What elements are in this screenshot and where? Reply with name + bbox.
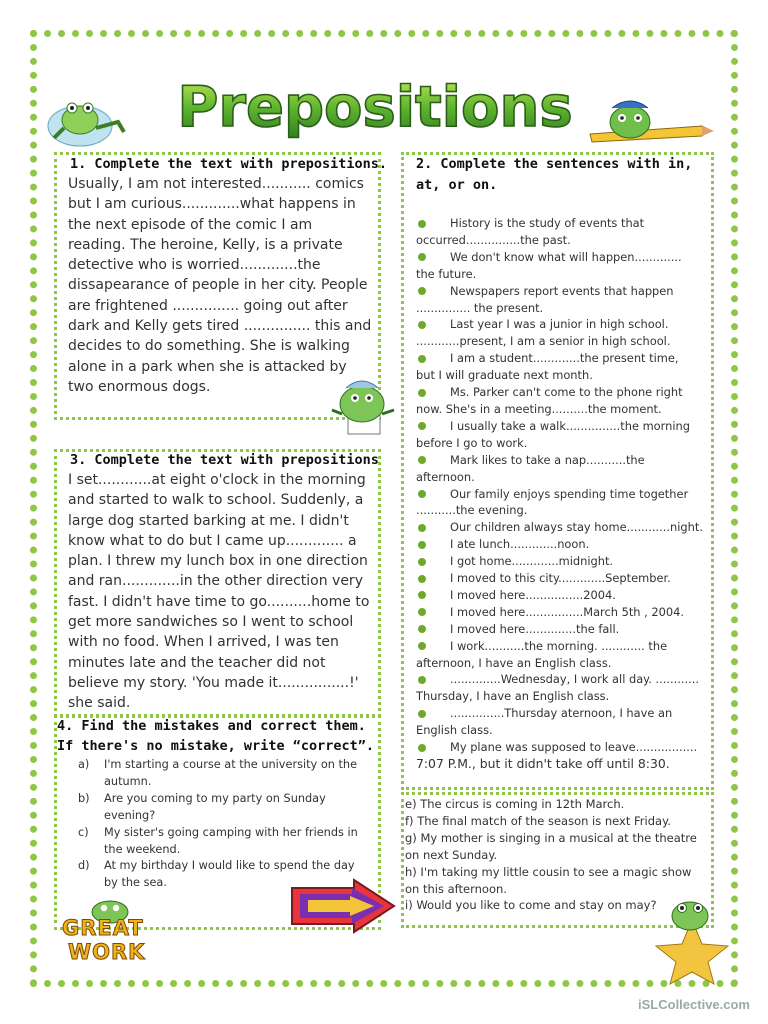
frog-pencil-icon: [586, 96, 716, 154]
text-line: plan. I threw my lunch box in one direction: [68, 553, 368, 570]
list-item: c) My sister's going camping with her friends in: [78, 825, 358, 839]
text-line: believe my story. 'You made it................!': [68, 674, 359, 691]
text-line: alone in a park when she is attacked by: [68, 358, 347, 375]
text-line: and started to walk to school. Suddenly, a: [68, 492, 364, 509]
list-item: a) I'm starting a course at the university on the: [78, 758, 358, 771]
bullet-icon: [418, 541, 426, 549]
bullet-icon: [418, 575, 426, 583]
text-line: dark and Kelly gets tired ............... this and: [68, 318, 372, 335]
list-item-cont: the future.: [416, 266, 477, 281]
list-item: Our family enjoys spending time together: [416, 486, 712, 503]
list-item: I moved here................March 5th , 2004.: [416, 604, 712, 621]
arrow-right-icon: [288, 878, 398, 934]
list-item-cont: occurred...............the past.: [416, 232, 571, 247]
list-item: ..............Wednesday, I work all day. ............: [416, 671, 712, 688]
text-line: large dog started barking at me. I didn't: [68, 512, 349, 529]
text-line: fast. I didn't have time to go..........home to: [68, 593, 370, 610]
text-line: two enormous dogs.: [68, 378, 211, 395]
text-line: decides to do something. She is walking: [68, 338, 350, 355]
text-line: know what to do but I came up............. a: [68, 532, 357, 549]
list-item-cont: on next Sunday.: [405, 847, 498, 862]
list-item: My plane was supposed to leave.................: [416, 739, 712, 756]
list-item-cont: now. She's in a meeting..........the moment.: [416, 401, 662, 416]
text-line: reading. The heroine, Kelly, is a private: [68, 236, 343, 253]
text-line: and ran.............in the other direction very: [68, 573, 363, 590]
great-text: GREAT: [62, 916, 144, 940]
text-line: but I am curious.............what happens in: [68, 196, 356, 213]
exercise-4-list: [78, 757, 378, 892]
exercise-2-heading-line2: at, or on.: [416, 177, 498, 193]
list-item: I am a student.............the present time,: [416, 350, 712, 367]
text-line: get more sandwiches so I went to school: [68, 614, 354, 631]
list-item-cont: 7:07 P.M., but it didn't take off until 8:30.: [416, 756, 670, 771]
bullet-icon: [418, 608, 426, 616]
list-item: Newspapers report events that happen: [416, 283, 712, 300]
list-item-cont: the weekend.: [104, 842, 181, 856]
list-item-cont: evening?: [104, 808, 156, 822]
list-item: g) My mother is singing in a musical at the theatre: [405, 830, 697, 845]
exercise-3-text: [68, 470, 380, 714]
list-item: ...............Thursday aternoon, I have an: [416, 705, 712, 722]
list-item-cont: but I will graduate next month.: [416, 368, 593, 383]
bullet-icon: [418, 253, 426, 261]
list-item: History is the study of events that: [416, 215, 712, 232]
text-line: she said.: [68, 695, 131, 712]
list-item: i) Would you like to come and stay on may?: [405, 898, 657, 913]
list-item-cont: ...........the evening.: [416, 503, 528, 518]
exercise-1-text: [68, 174, 378, 397]
list-item-cont: ............... the present.: [416, 300, 544, 315]
exercise-4-heading-line1: 4. Find the mistakes and correct them.: [57, 718, 366, 734]
list-item-cont: before I go to work.: [416, 435, 528, 450]
bullet-icon: [418, 355, 426, 363]
list-item: I moved here................2004.: [416, 587, 712, 604]
great-work-sticker: [58, 898, 158, 970]
exercise-4-heading-line2: If there's no mistake, write “correct”.: [57, 738, 374, 754]
text-line: are frightened ............... going out after: [68, 297, 348, 314]
list-item: We don't know what will happen.............: [416, 249, 712, 266]
bullet-icon: [418, 744, 426, 752]
footer-watermark: iSLCollective.com: [638, 997, 750, 1012]
list-item: I moved to this city.............September.: [416, 570, 712, 587]
list-item: e) The circus is coming in 12th March.: [405, 797, 625, 811]
bullet-icon: [418, 220, 426, 228]
list-item-cont: on this afternoon.: [405, 881, 507, 896]
work-text: WORK: [68, 940, 146, 964]
text-line: Usually, I am not interested........... comics: [68, 176, 364, 192]
text-line: dissapearance of people in her city. People: [68, 277, 368, 294]
list-item-cont: by the sea.: [104, 876, 167, 890]
text-line: I set............at eight o'clock in the morning: [68, 472, 366, 488]
exercise-2-heading-line1: 2. Complete the sentences with in,: [416, 156, 693, 172]
list-item: I got home.............midnight.: [416, 553, 712, 570]
bullet-icon: [418, 710, 426, 718]
bullet-icon: [418, 422, 426, 430]
list-item: Mark likes to take a nap...........the: [416, 452, 712, 469]
list-item-cont: afternoon, I have an English class.: [416, 655, 612, 670]
list-item-cont: ............present, I am a senior in high school.: [416, 334, 671, 349]
list-item: I work...........the morning. ............ the: [416, 638, 712, 655]
bullet-icon: [418, 456, 426, 464]
list-item-cont: English class.: [416, 723, 493, 738]
list-item: d) At my birthday I would like to spend the day: [78, 859, 355, 873]
bullet-icon: [418, 490, 426, 498]
bullet-icon: [418, 287, 426, 295]
bullet-icon: [418, 642, 426, 650]
exercise-2-list: [416, 215, 712, 773]
list-item: I moved here..............the fall.: [416, 621, 712, 638]
exercise-3-heading: 3. Complete the text with prepositions: [70, 452, 379, 468]
list-item: I usually take a walk...............the morning: [416, 418, 712, 435]
bullet-icon: [418, 321, 426, 329]
frog-clipart-icon: [44, 92, 128, 150]
list-item: I ate lunch.............noon.: [416, 536, 712, 553]
list-item-cont: autumn.: [104, 774, 152, 788]
list-item-cont: afternoon.: [416, 469, 475, 484]
bullet-icon: [418, 524, 426, 532]
exercise-1-heading: 1. Complete the text with prepositions.: [70, 156, 387, 172]
text-line: minutes late and the teacher did not: [68, 654, 326, 671]
list-item: Our children always stay home............night.: [416, 519, 712, 536]
list-item: h) I'm taking my little cousin to see a magic show: [405, 864, 692, 879]
list-item: Last year I was a junior in high school.: [416, 316, 712, 333]
bullet-icon: [418, 558, 426, 566]
frog-reading-icon: [328, 370, 398, 440]
bullet-icon: [418, 389, 426, 397]
bullet-icon: [418, 591, 426, 599]
bullet-icon: [418, 676, 426, 684]
title-text: Prepositions: [177, 75, 573, 140]
list-item: b) Are you coming to my party on Sunday: [78, 791, 326, 805]
list-item: Ms. Parker can't come to the phone right: [416, 384, 712, 401]
text-line: with no food. When I arrived, I was ten: [68, 634, 339, 651]
list-item-cont: Thursday, I have an English class.: [416, 689, 610, 704]
bullet-icon: [418, 625, 426, 633]
text-line: detective who is worried.............the: [68, 257, 321, 274]
frog-star-icon: [650, 890, 734, 986]
list-item: f) The final match of the season is next Friday.: [405, 813, 671, 828]
text-line: the next episode of the comic I am: [68, 216, 313, 233]
page-title: [177, 70, 573, 140]
